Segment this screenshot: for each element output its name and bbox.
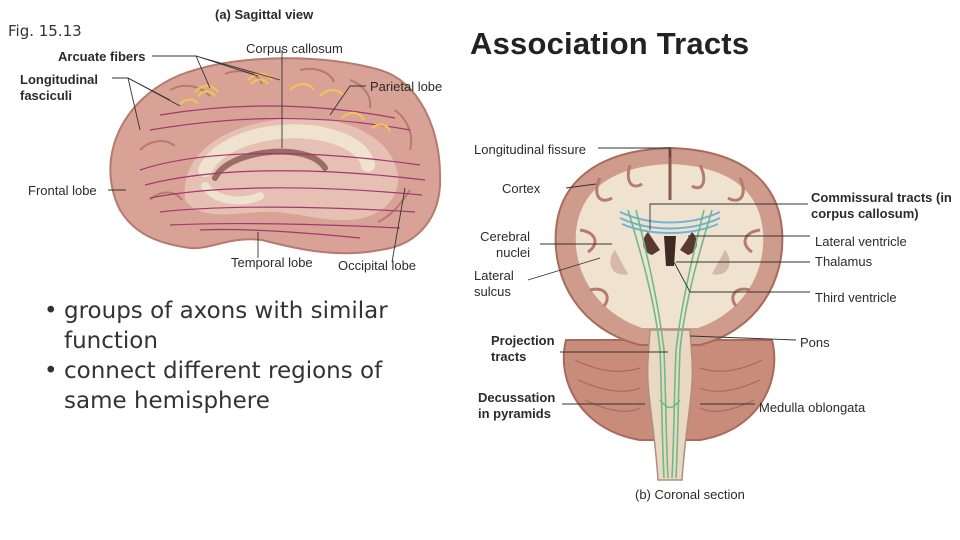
label-cerebral-nuclei: Cerebral nuclei: [480, 229, 530, 260]
label-longitudinal-fissure: Longitudinal fissure: [474, 142, 587, 157]
coronal-section: [528, 148, 810, 480]
label-corpus-callosum: Corpus callosum: [246, 41, 343, 56]
bullet-dot: •: [44, 358, 58, 384]
bullet-item: [44, 356, 424, 416]
label-cortex: Cortex: [502, 181, 541, 196]
bullet-item: [44, 296, 424, 356]
slide-title: Association Tracts: [470, 26, 750, 61]
label-frontal-lobe: Frontal lobe: [28, 183, 97, 198]
label-arcuate-fibers: Arcuate fibers: [58, 49, 146, 64]
sagittal-caption: (a) Sagittal view: [215, 7, 314, 22]
label-medulla-oblongata: Medulla oblongata: [759, 400, 866, 415]
label-occipital-lobe: Occipital lobe: [338, 258, 417, 273]
label-parietal-lobe: Parietal lobe: [370, 79, 443, 94]
bullet-dot: •: [44, 298, 58, 324]
coronal-caption: (b) Coronal section: [635, 487, 745, 502]
label-third-ventricle: Third ventricle: [815, 290, 897, 305]
label-decussation-in-pyramids: Decussation in pyramids: [478, 390, 556, 421]
label-temporal-lobe: Temporal lobe: [231, 255, 313, 270]
label-lateral-ventricle: Lateral ventricle: [815, 234, 907, 249]
bullet-text: groups of axons with similar function: [64, 298, 388, 354]
label-commissural-tracts: Commissural tracts (in corpus callosum): [811, 190, 952, 221]
label-pons: Pons: [800, 335, 830, 350]
label-projection-tracts: Projection tracts: [491, 333, 555, 364]
bullet-text: connect different regions of same hemisphere: [64, 358, 383, 414]
label-lateral-sulcus: Lateral sulcus: [474, 268, 514, 299]
figure-label: Fig. 15.13: [8, 22, 82, 40]
bullet-list: [44, 296, 424, 416]
label-longitudinal-fasciculi: Longitudinal fasciculi: [20, 72, 98, 103]
label-thalamus: Thalamus: [815, 254, 873, 269]
